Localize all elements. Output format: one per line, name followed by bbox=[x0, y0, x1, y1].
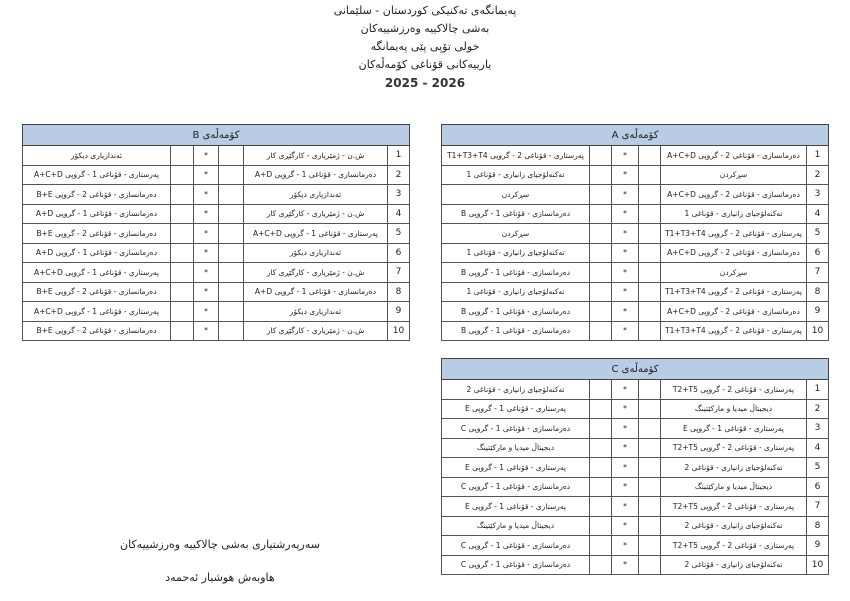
score-away bbox=[590, 204, 612, 224]
match-row bbox=[23, 321, 410, 341]
score-away bbox=[590, 516, 612, 536]
match-number: 10 bbox=[388, 321, 410, 341]
match-number: 2 bbox=[807, 165, 829, 185]
score-separator: * bbox=[194, 263, 219, 283]
match-row bbox=[442, 380, 829, 400]
home-team: ش.ن - ژمێریاری - کارگێڕی کار bbox=[244, 263, 388, 283]
department-name: بەشی چالاکییە وەرزشییەکان bbox=[360, 22, 490, 35]
score-home bbox=[639, 165, 661, 185]
match-number: 7 bbox=[807, 497, 829, 517]
score-separator: * bbox=[194, 146, 219, 166]
score-separator: * bbox=[194, 243, 219, 263]
group-b-title: کۆمەڵەی B bbox=[23, 125, 410, 146]
score-home bbox=[639, 282, 661, 302]
away-team: دەرمانسازی - قۆناغی 2 - گروپی B+E bbox=[23, 282, 171, 302]
score-home bbox=[219, 282, 244, 302]
match-number: 3 bbox=[388, 185, 410, 205]
home-team: تەکنەلۆجیای زانیاری - قۆناغی 2 bbox=[661, 516, 807, 536]
away-team: دەرمانسازی - قۆناغی 1 - گروپی B bbox=[442, 204, 590, 224]
home-team: پەرستاری - قۆناغی 2 - گروپی T1+T3+T4 bbox=[661, 321, 807, 341]
score-home bbox=[639, 419, 661, 439]
institute-name: پەیمانگەی تەکنیکی کوردستان - سلێمانی bbox=[333, 4, 517, 17]
away-team: پەرستاری - قۆناغی 1 - گروپی E bbox=[442, 497, 590, 517]
away-team: سڕکردن bbox=[442, 185, 590, 205]
score-separator: * bbox=[612, 224, 639, 244]
match-number: 10 bbox=[807, 321, 829, 341]
score-away bbox=[590, 555, 612, 575]
score-separator: * bbox=[612, 185, 639, 205]
score-home bbox=[639, 302, 661, 322]
supervisor-name: هاوبەش هوشیار ئەحمەد bbox=[165, 571, 275, 584]
home-team: ئەندازیاری دیکۆر bbox=[244, 185, 388, 205]
home-team: دەرمانسازی - قۆناغی 1 - گروپی A+D bbox=[244, 165, 388, 185]
away-team: دەرمانسازی - قۆناغی 1 - گروپی A+D bbox=[23, 204, 171, 224]
match-number: 1 bbox=[388, 146, 410, 166]
match-number: 7 bbox=[807, 263, 829, 283]
away-team: دەرمانسازی - قۆناغی 1 - گروپی B bbox=[442, 263, 590, 283]
match-row bbox=[23, 146, 410, 166]
score-home bbox=[639, 438, 661, 458]
score-home bbox=[639, 263, 661, 283]
home-team: ئەندازیاری دیکۆر bbox=[244, 302, 388, 322]
match-number: 10 bbox=[807, 555, 829, 575]
score-away bbox=[171, 204, 194, 224]
match-number: 8 bbox=[388, 282, 410, 302]
match-number: 9 bbox=[807, 302, 829, 322]
match-row bbox=[442, 477, 829, 497]
group-header-row bbox=[23, 125, 410, 146]
match-number: 5 bbox=[388, 224, 410, 244]
score-separator: * bbox=[612, 165, 639, 185]
score-home bbox=[219, 243, 244, 263]
home-team: دەرمانسازی - قۆناغی 2 - گروپی A+C+D bbox=[661, 302, 807, 322]
home-team: دەرمانسازی - قۆناغی 1 - گروپی A+D bbox=[244, 282, 388, 302]
away-team: پەرستاری - قۆناغی 1 - گروپی A+C+D bbox=[23, 302, 171, 322]
away-team: دەرمانسازی - قۆناغی 2 - گروپی B+E bbox=[23, 185, 171, 205]
score-away bbox=[590, 282, 612, 302]
score-home bbox=[219, 165, 244, 185]
match-row bbox=[23, 282, 410, 302]
match-row bbox=[442, 146, 829, 166]
away-team: ئەندازیاری دیکۆر bbox=[23, 146, 171, 166]
away-team: دەرمانسازی - قۆناغی 1 - گروپی C bbox=[442, 477, 590, 497]
score-home bbox=[219, 204, 244, 224]
score-home bbox=[219, 321, 244, 341]
away-team: دیجیتاڵ میدیا و مارکێتینگ bbox=[442, 438, 590, 458]
match-row bbox=[442, 419, 829, 439]
score-separator: * bbox=[612, 146, 639, 166]
away-team: پەرستاری - قۆناغی 1 - گروپی E bbox=[442, 399, 590, 419]
score-away bbox=[590, 165, 612, 185]
home-team: ش.ن - ژمێریاری - کارگێڕی کار bbox=[244, 204, 388, 224]
match-number: 7 bbox=[388, 263, 410, 283]
score-away bbox=[590, 477, 612, 497]
supervisor-title: سەرپەرشتیاری بەشی چالاکییە وەرزشییەکان bbox=[120, 538, 320, 551]
match-row bbox=[442, 165, 829, 185]
score-separator: * bbox=[612, 263, 639, 283]
match-number: 3 bbox=[807, 419, 829, 439]
away-team: دەرمانسازی - قۆناغی 1 - گروپی C bbox=[442, 555, 590, 575]
home-team: دیجیتاڵ میدیا و مارکێتینگ bbox=[661, 399, 807, 419]
home-team: تەکنەلۆجیای زانیاری - قۆناغی 2 bbox=[661, 555, 807, 575]
score-home bbox=[639, 516, 661, 536]
home-team: دەرمانسازی - قۆناغی 2 - گروپی A+C+D bbox=[661, 243, 807, 263]
home-team: سڕکردن bbox=[661, 263, 807, 283]
group-header-row bbox=[442, 359, 829, 380]
match-row bbox=[23, 204, 410, 224]
score-home bbox=[639, 458, 661, 478]
away-team: دەرمانسازی - قۆناغی 1 - گروپی A+D bbox=[23, 243, 171, 263]
home-team: تەکنەلۆجیای زانیاری - قۆناغی 2 bbox=[661, 458, 807, 478]
score-away bbox=[590, 536, 612, 556]
match-row bbox=[23, 243, 410, 263]
score-separator: * bbox=[194, 224, 219, 244]
document-header bbox=[0, 2, 850, 92]
score-separator: * bbox=[194, 185, 219, 205]
match-row bbox=[442, 185, 829, 205]
group-a-table bbox=[441, 124, 829, 341]
match-number: 1 bbox=[807, 380, 829, 400]
home-team: دەرمانسازی - قۆناغی 2 - گروپی A+C+D bbox=[661, 185, 807, 205]
score-home bbox=[639, 224, 661, 244]
home-team: دەرمانسازی - قۆناغی 2 - گروپی A+C+D bbox=[661, 146, 807, 166]
score-away bbox=[171, 282, 194, 302]
score-separator: * bbox=[612, 321, 639, 341]
match-row bbox=[442, 399, 829, 419]
score-away bbox=[590, 419, 612, 439]
match-number: 6 bbox=[807, 477, 829, 497]
score-separator: * bbox=[194, 321, 219, 341]
score-separator: * bbox=[612, 497, 639, 517]
score-separator: * bbox=[612, 555, 639, 575]
score-away bbox=[590, 302, 612, 322]
match-row bbox=[442, 555, 829, 575]
home-team: ش.ن - ژمێریاری - کارگێڕی کار bbox=[244, 321, 388, 341]
score-home bbox=[219, 302, 244, 322]
match-row bbox=[442, 282, 829, 302]
home-team: دیجیتاڵ میدیا و مارکێتینگ bbox=[661, 477, 807, 497]
score-home bbox=[639, 399, 661, 419]
score-away bbox=[590, 146, 612, 166]
score-away bbox=[590, 224, 612, 244]
score-away bbox=[171, 165, 194, 185]
match-number: 4 bbox=[807, 204, 829, 224]
match-row bbox=[442, 302, 829, 322]
home-team: ش.ن - ژمێریاری - کارگێڕی کار bbox=[244, 146, 388, 166]
score-separator: * bbox=[612, 438, 639, 458]
group-a-title: کۆمەڵەی A bbox=[442, 125, 829, 146]
match-row bbox=[23, 302, 410, 322]
score-separator: * bbox=[612, 458, 639, 478]
away-team: دەرمانسازی - قۆناغی 1 - گروپی B bbox=[442, 302, 590, 322]
home-team: پەرستاری - قۆناغی 2 - گروپی T2+T5 bbox=[661, 380, 807, 400]
away-team: دەرمانسازی - قۆناغی 1 - گروپی C bbox=[442, 419, 590, 439]
score-away bbox=[171, 224, 194, 244]
away-team: پەرستاری - قۆناغی 1 - گروپی E bbox=[442, 458, 590, 478]
score-home bbox=[639, 477, 661, 497]
tournament-name: خولی تۆپی پێی پەیمانگە bbox=[370, 40, 480, 53]
match-number: 5 bbox=[807, 224, 829, 244]
match-row bbox=[442, 321, 829, 341]
group-c-table bbox=[441, 358, 829, 575]
score-home bbox=[219, 146, 244, 166]
score-separator: * bbox=[612, 536, 639, 556]
score-home bbox=[639, 497, 661, 517]
match-row bbox=[23, 224, 410, 244]
score-separator: * bbox=[612, 477, 639, 497]
score-separator: * bbox=[612, 516, 639, 536]
score-separator: * bbox=[612, 399, 639, 419]
score-away bbox=[590, 321, 612, 341]
match-row bbox=[442, 497, 829, 517]
away-team: تەکنەلۆجیای زانیاری - قۆناغی 1 bbox=[442, 243, 590, 263]
away-team: تەکنەلۆجیای زانیاری - قۆناغی 1 bbox=[442, 165, 590, 185]
home-team: پەرستاری - قۆناغی 2 - گروپی T2+T5 bbox=[661, 438, 807, 458]
match-number: 9 bbox=[388, 302, 410, 322]
away-team: پەرستاری - قۆناغی 1 - گروپی A+C+D bbox=[23, 263, 171, 283]
score-separator: * bbox=[194, 204, 219, 224]
score-home bbox=[219, 224, 244, 244]
match-number: 5 bbox=[807, 458, 829, 478]
score-home bbox=[219, 185, 244, 205]
score-away bbox=[171, 302, 194, 322]
away-team: تەکنەلۆجیای زانیاری - قۆناغی 1 bbox=[442, 282, 590, 302]
score-away bbox=[171, 185, 194, 205]
score-separator: * bbox=[194, 282, 219, 302]
score-away bbox=[590, 185, 612, 205]
match-row bbox=[442, 516, 829, 536]
match-number: 4 bbox=[807, 438, 829, 458]
score-away bbox=[171, 146, 194, 166]
score-away bbox=[590, 399, 612, 419]
score-away bbox=[590, 497, 612, 517]
score-away bbox=[171, 263, 194, 283]
match-number: 8 bbox=[807, 516, 829, 536]
score-away bbox=[590, 380, 612, 400]
away-team: دەرمانسازی - قۆناغی 1 - گروپی C bbox=[442, 536, 590, 556]
score-separator: * bbox=[612, 282, 639, 302]
score-separator: * bbox=[612, 419, 639, 439]
score-separator: * bbox=[612, 243, 639, 263]
score-home bbox=[219, 263, 244, 283]
score-home bbox=[639, 146, 661, 166]
academic-year: 2025 - 2026 bbox=[384, 76, 466, 90]
score-separator: * bbox=[612, 380, 639, 400]
home-team: پەرستاری - قۆناغی 1 - گروپی A+C+D bbox=[244, 224, 388, 244]
stage-name: یارییەکانی قۆناغی کۆمەڵەکان bbox=[358, 58, 492, 71]
match-number: 2 bbox=[388, 165, 410, 185]
match-number: 3 bbox=[807, 185, 829, 205]
match-number: 8 bbox=[807, 282, 829, 302]
score-away bbox=[590, 263, 612, 283]
away-team: پەرستاری - قۆناغی 1 - گروپی A+C+D bbox=[23, 165, 171, 185]
match-row bbox=[442, 224, 829, 244]
away-team: پەرستاری - قۆناغی 2 - گروپی T1+T3+T4 bbox=[442, 146, 590, 166]
away-team: تەکنەلۆجیای زانیاری - قۆناغی 2 bbox=[442, 380, 590, 400]
match-row bbox=[23, 263, 410, 283]
score-away bbox=[171, 321, 194, 341]
home-team: پەرستاری - قۆناغی 2 - گروپی T1+T3+T4 bbox=[661, 224, 807, 244]
score-home bbox=[639, 536, 661, 556]
match-number: 6 bbox=[388, 243, 410, 263]
away-team: سڕکردن bbox=[442, 224, 590, 244]
match-row bbox=[23, 165, 410, 185]
score-home bbox=[639, 185, 661, 205]
home-team: پەرستاری - قۆناغی 1 - گروپی E bbox=[661, 419, 807, 439]
score-away bbox=[590, 438, 612, 458]
away-team: دەرمانسازی - قۆناغی 2 - گروپی B+E bbox=[23, 321, 171, 341]
score-separator: * bbox=[612, 302, 639, 322]
score-home bbox=[639, 380, 661, 400]
score-away bbox=[590, 243, 612, 263]
score-home bbox=[639, 204, 661, 224]
match-row bbox=[442, 458, 829, 478]
match-number: 9 bbox=[807, 536, 829, 556]
score-away bbox=[171, 243, 194, 263]
home-team: ئەندازیاری دیکۆر bbox=[244, 243, 388, 263]
match-row bbox=[442, 438, 829, 458]
score-away bbox=[590, 458, 612, 478]
match-number: 2 bbox=[807, 399, 829, 419]
home-team: سڕکردن bbox=[661, 165, 807, 185]
home-team: پەرستاری - قۆناغی 2 - گروپی T2+T5 bbox=[661, 497, 807, 517]
match-row bbox=[23, 185, 410, 205]
away-team: دیجیتاڵ میدیا و مارکێتینگ bbox=[442, 516, 590, 536]
score-home bbox=[639, 321, 661, 341]
match-number: 1 bbox=[807, 146, 829, 166]
match-row bbox=[442, 243, 829, 263]
away-team: دەرمانسازی - قۆناغی 2 - گروپی B+E bbox=[23, 224, 171, 244]
home-team: تەکنەلۆجیای زانیاری - قۆناغی 1 bbox=[661, 204, 807, 224]
match-number: 4 bbox=[388, 204, 410, 224]
score-separator: * bbox=[612, 204, 639, 224]
match-number: 6 bbox=[807, 243, 829, 263]
score-separator: * bbox=[194, 165, 219, 185]
home-team: پەرستاری - قۆناغی 2 - گروپی T2+T5 bbox=[661, 536, 807, 556]
group-header-row bbox=[442, 125, 829, 146]
score-home bbox=[639, 555, 661, 575]
match-row bbox=[442, 263, 829, 283]
group-b-table bbox=[22, 124, 410, 341]
score-separator: * bbox=[194, 302, 219, 322]
match-row bbox=[442, 204, 829, 224]
home-team: پەرستاری - قۆناغی 2 - گروپی T1+T3+T4 bbox=[661, 282, 807, 302]
score-home bbox=[639, 243, 661, 263]
match-row bbox=[442, 536, 829, 556]
group-c-title: کۆمەڵەی C bbox=[442, 359, 829, 380]
away-team: دەرمانسازی - قۆناغی 1 - گروپی B bbox=[442, 321, 590, 341]
